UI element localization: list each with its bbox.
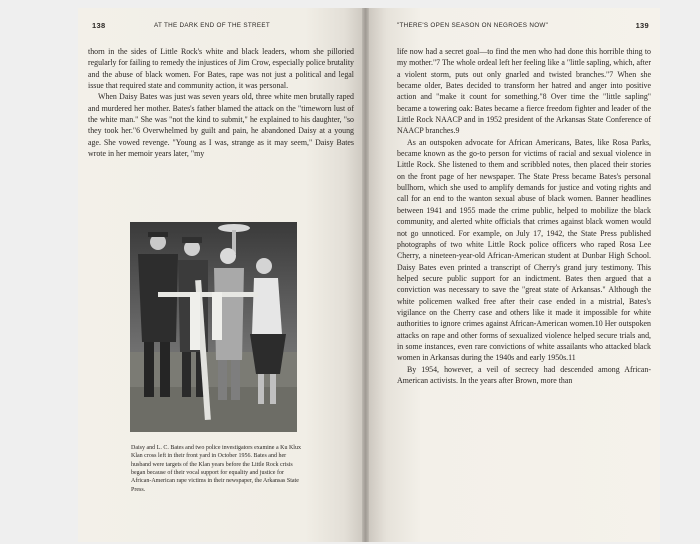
open-book xyxy=(78,8,660,542)
historical-photo xyxy=(130,222,297,432)
book-gutter xyxy=(362,8,369,542)
paragraph: As an outspoken advocate for African Americans, Bates, like Rosa Parks, became known as the go-to person for victims of racial and sexual violence in Little Rock. She listened to them and scribbled notes, then placed their stories on the front page of her newspaper. The State Press became Bates's personal bullhorn, which she used to amplify demands for justice and voting rights and call for an end to the wanton sexual abuse of black women. Banner headlines between 1941 and 1955 made the crime public, helped to mobilize the black community, and alerted white officials that crimes against black women would not go unnoticed. For example, on July 17, 1942, the State Press published photographs of two white Little Rock police officers who raped Rosa Lee Cherry, a nineteen-year-old African-American student at Dunbar High School. Daisy Bates even printed a transcript of Cherry's grand jury testimony. This helped secure public support for an indictment. Bates then argued that a conviction was necessary to save the "great state of Arkansas." Although the white policemen walked free after their case ended in a mistrial, Bates's vigilance on the Cherry case and others like it made it impossible for white authorities to ignore crimes against African-American women.10 Her outspoken attacks on rape and other forms of sexualized violence helped secure trials and, in some instances, even rare convictions of white assailants who attacked black women in Arkansas during the 1940s and early 1950s.11 xyxy=(397,137,651,363)
right-running-head xyxy=(397,21,649,33)
left-page xyxy=(78,8,362,542)
page-number-right: 139 xyxy=(635,21,649,30)
paragraph: When Daisy Bates was just was seven years old, three white men brutally raped and murdered her mother. Bates's father blamed the attack on the "timeworn lust of the white man." She was "not the kind to submit," he explained to his daughter, "so they took her."6 Overwhelmed by guilt and pain, he abandoned Daisy at a young age. She vowed revenge. "Young as I was, strange as it may seem," Daisy Bates wrote in her memoir years later, "my xyxy=(88,92,354,159)
left-body-text xyxy=(88,46,354,159)
right-page xyxy=(369,8,660,542)
left-running-head xyxy=(92,21,352,33)
paragraph: By 1954, however, a veil of secrecy had descended among African-American activists. In the years after Brown, more than xyxy=(397,364,651,385)
running-head-right: "THERE'S OPEN SEASON ON NEGROES NOW" xyxy=(397,22,549,29)
paragraph: thorn in the sides of Little Rock's white and black leaders, whom she pilloried regularly for failing to remedy the injustices of Jim Crow, especially police brutality and the abuse of black women. For Bates, rape was not just a political and legal issue that required state and community action, it was personal. xyxy=(88,47,354,91)
page-number-left: 138 xyxy=(92,21,106,30)
photo-caption: Daisy and L. C. Bates and two police investigators examine a Ku Klux Klan cross left in their front yard in October 1956. Bates and her husband were targets of the Klan years before the Little Rock crisis began because of their vocal support for equality and justice for African-American rape victims in their newspaper, the Arkansas State Press. xyxy=(131,445,301,493)
paragraph: life now had a secret goal—to find the men who had done this horrible thing to my mother."7 The whole ordeal left her feeling like a "little sapling, which, after a violent storm, puts out only gnarled and twisted branches."7 When she became older, Bates decided to transform her hatred and anger into positive action and "make it count for something."8 Over time the "little sapling" became a towering oak: Bates became a fierce freedom fighter and leader of the Little Rock NAACP and in 1952 president of the Arkansas State Conference of NAACP branches.9 xyxy=(397,47,651,136)
running-head-left: AT THE DARK END OF THE STREET xyxy=(154,22,270,29)
right-body-text xyxy=(397,46,651,386)
